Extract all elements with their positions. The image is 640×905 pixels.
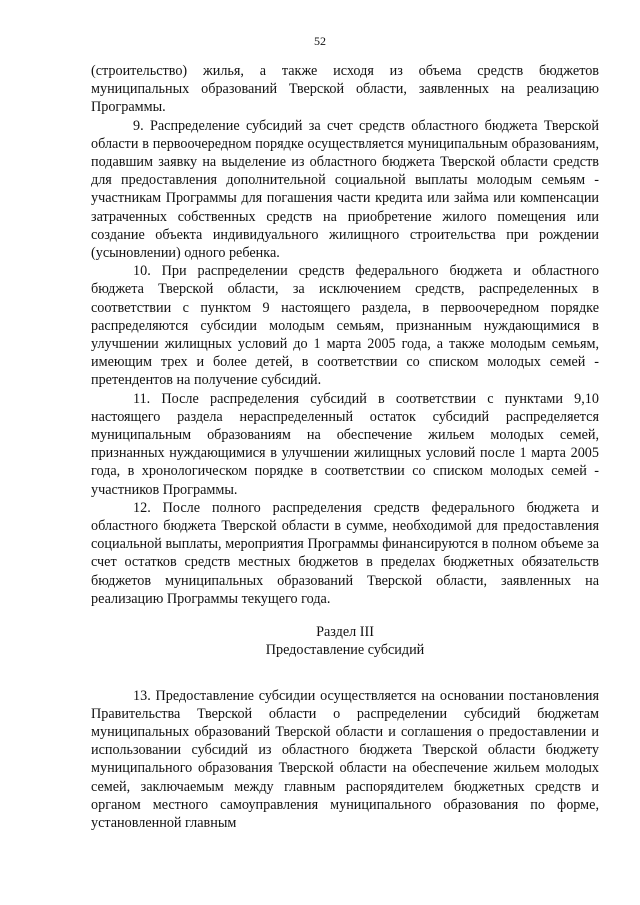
document-body — [91, 62, 599, 832]
paragraph-item-10: 10. При распределении средств федерального бюджета и областного бюджета Тверской области, за исключением средств, распределенных в соответствии с пунктом 9 настоящего раздела, в первоочередном порядке распределяются субсидии молодым семьям, признанным нуждающимися в улучшении жилищных условий до 1 марта 2005 года, а также молодым семьям, имеющим трех и более детей, в соответствии со списком молодых семей - претендентов на получение субсидий. — [91, 263, 599, 389]
paragraph-continuation: (строительство) жилья, а также исходя из объема средств бюджетов муниципальных образований Тверской области, заявленных на реализацию Программы. — [91, 63, 599, 116]
paragraph-item-11: 11. После распределения субсидий в соответствии с пунктами 9,10 настоящего раздела нераспределенный остаток субсидий распределяется муниципальным образованиям на обеспечение жильем молодых семей, признанных нуждающимися в улучшении жилищных условий после 1 марта 2005 года, в хронологическом порядке в соответствии со списком молодых семей - участников Программы. — [91, 390, 599, 498]
page-number: 52 — [314, 34, 326, 48]
section-number: Раздел III — [316, 624, 374, 641]
paragraph-item-9: 9. Распределение субсидий за счет средств областного бюджета Тверской области в первоочередном порядке осуществляется муниципальным образованиям, подавшим заявку на выделение из областного бюджета Тверской области средств для предоставления дополнительной социальной выплаты молодым семьям - участникам Программы для погашения части кредита или займа или компенсации затраченных собственных средств на приобретение жилого помещения или создание объекта индивидуального жилищного строительства при рождении (усыновлении) одного ребенка. — [91, 117, 599, 262]
paragraph-item-13: 13. Предоставление субсидии осуществляется на основании постановления Правительства Тверской области о распределении субсидий бюджетам муниципальных образований Тверской области и соглашения о предоставлении и использовании субсидий из областного бюджета Тверской области бюджету муниципального образования Тверской области на обеспечение жильем молодых семей, заключаемым между главным распорядителем бюджетных средств и органом местного самоуправления муниципального образования по форме, установленной главным — [91, 687, 599, 831]
paragraph-item-12: 12. После полного распределения средств федерального бюджета и областного бюджета Тверской области в сумме, необходимой для предоставления социальной выплаты, мероприятия Программы финансируются в полном объеме за счет остатков средств местных бюджетов в пределах бюджетных обязательств бюджетов муниципальных образований Тверской области, заявленных на реализацию Программы текущего года. — [91, 499, 599, 607]
section-title: Предоставление субсидий — [265, 642, 425, 659]
